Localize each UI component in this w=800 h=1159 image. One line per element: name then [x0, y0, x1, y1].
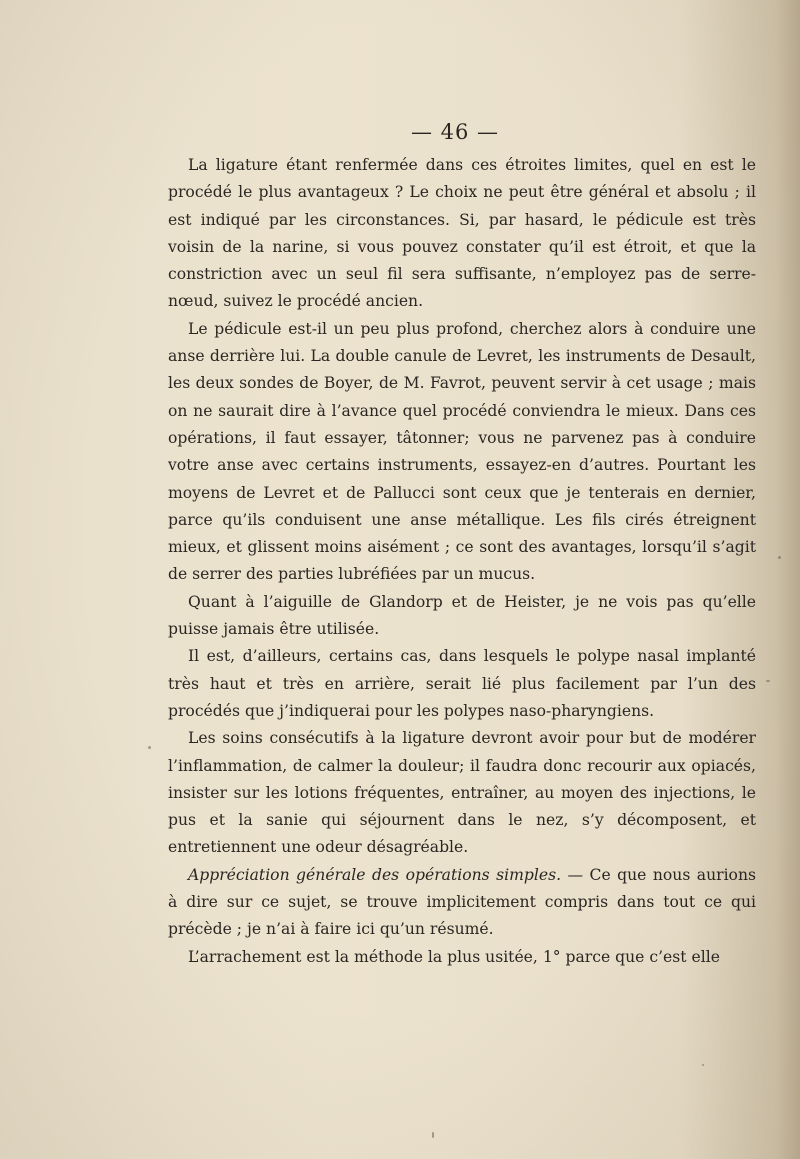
section-heading: Appréciation générale des opérations simples.: [188, 865, 562, 884]
page-number: — 46 —: [410, 120, 500, 144]
paragraph-5: Les soins consécutifs à la ligature devront avoir pour but de modérer l’inflammation, de calmer la douleur; il faudra donc recourir aux opiacés, insister sur les lotions fréquentes, entraîner, au moyen des injections, le pus et la sanie qui séjournent dans le nez, s’y décomposent, et entretiennent une odeur désagréable.: [168, 729, 756, 857]
body-text: [168, 152, 756, 971]
paper-speck: [702, 1064, 704, 1066]
paragraph-3: Quant à l’aiguille de Glandorp et de Heister, je ne vois pas qu’elle puisse jamais être utilisée.: [168, 592, 756, 639]
paper-speck: [766, 680, 770, 682]
paragraph-1: La ligature étant renfermée dans ces étroites limites, quel en est le procédé le plus avantageux ? Le choix ne peut être général et absolu ; il est indiqué par les circonstances. Si, par hasard, le pédicule est très voisin de la narine, si vous pouvez constater qu’il est étroit, et que la constriction avec un seul fil sera suffisante, n’employez pas de serre-nœud, suivez le procédé ancien.: [168, 156, 756, 311]
paragraph-7: L’arrachement est la méthode la plus usitée, 1° parce que c’est elle: [188, 947, 720, 966]
paragraph-4: Il est, d’ailleurs, certains cas, dans lesquels le polype nasal implanté très haut et très en arrière, serait lié plus facilement par l’un des procédés que j’indiquerai pour les polypes naso-pharyngiens.: [168, 647, 756, 720]
paper-speck: [778, 556, 781, 559]
paper-speck: [432, 1132, 434, 1138]
paragraph-6-text: — Ce que nous aurions à dire sur ce sujet, se trouve implicitement compris dans tout ce qui précède ; je n’ai à faire ici qu’un résumé.: [168, 865, 756, 939]
paragraph-6: [168, 862, 756, 944]
paragraph-2: Le pédicule est-il un peu plus profond, cherchez alors à conduire une anse derrière lui. La double canule de Levret, les instruments de Desault, les deux sondes de Boyer, de M. Favrot, peuvent servir à cet usage ; mais on ne saurait dire à l’avance quel procédé conviendra le mieux. Dans ces opérations, il faut essayer, tâtonner; vous ne parvenez pas à conduire votre anse avec certains instruments, essayez-en d’autres. Pourtant les moyens de Levret et de Pallucci sont ceux que je tenterais en dernier, parce qu’ils conduisent une anse métallique. Les fils cirés étreignent mieux, et glissent moins aisément ; ce sont des avantages, lorsqu’il s’agit de serrer des parties lubréfiées par un mucus.: [168, 319, 756, 584]
paper-speck: [148, 746, 151, 749]
